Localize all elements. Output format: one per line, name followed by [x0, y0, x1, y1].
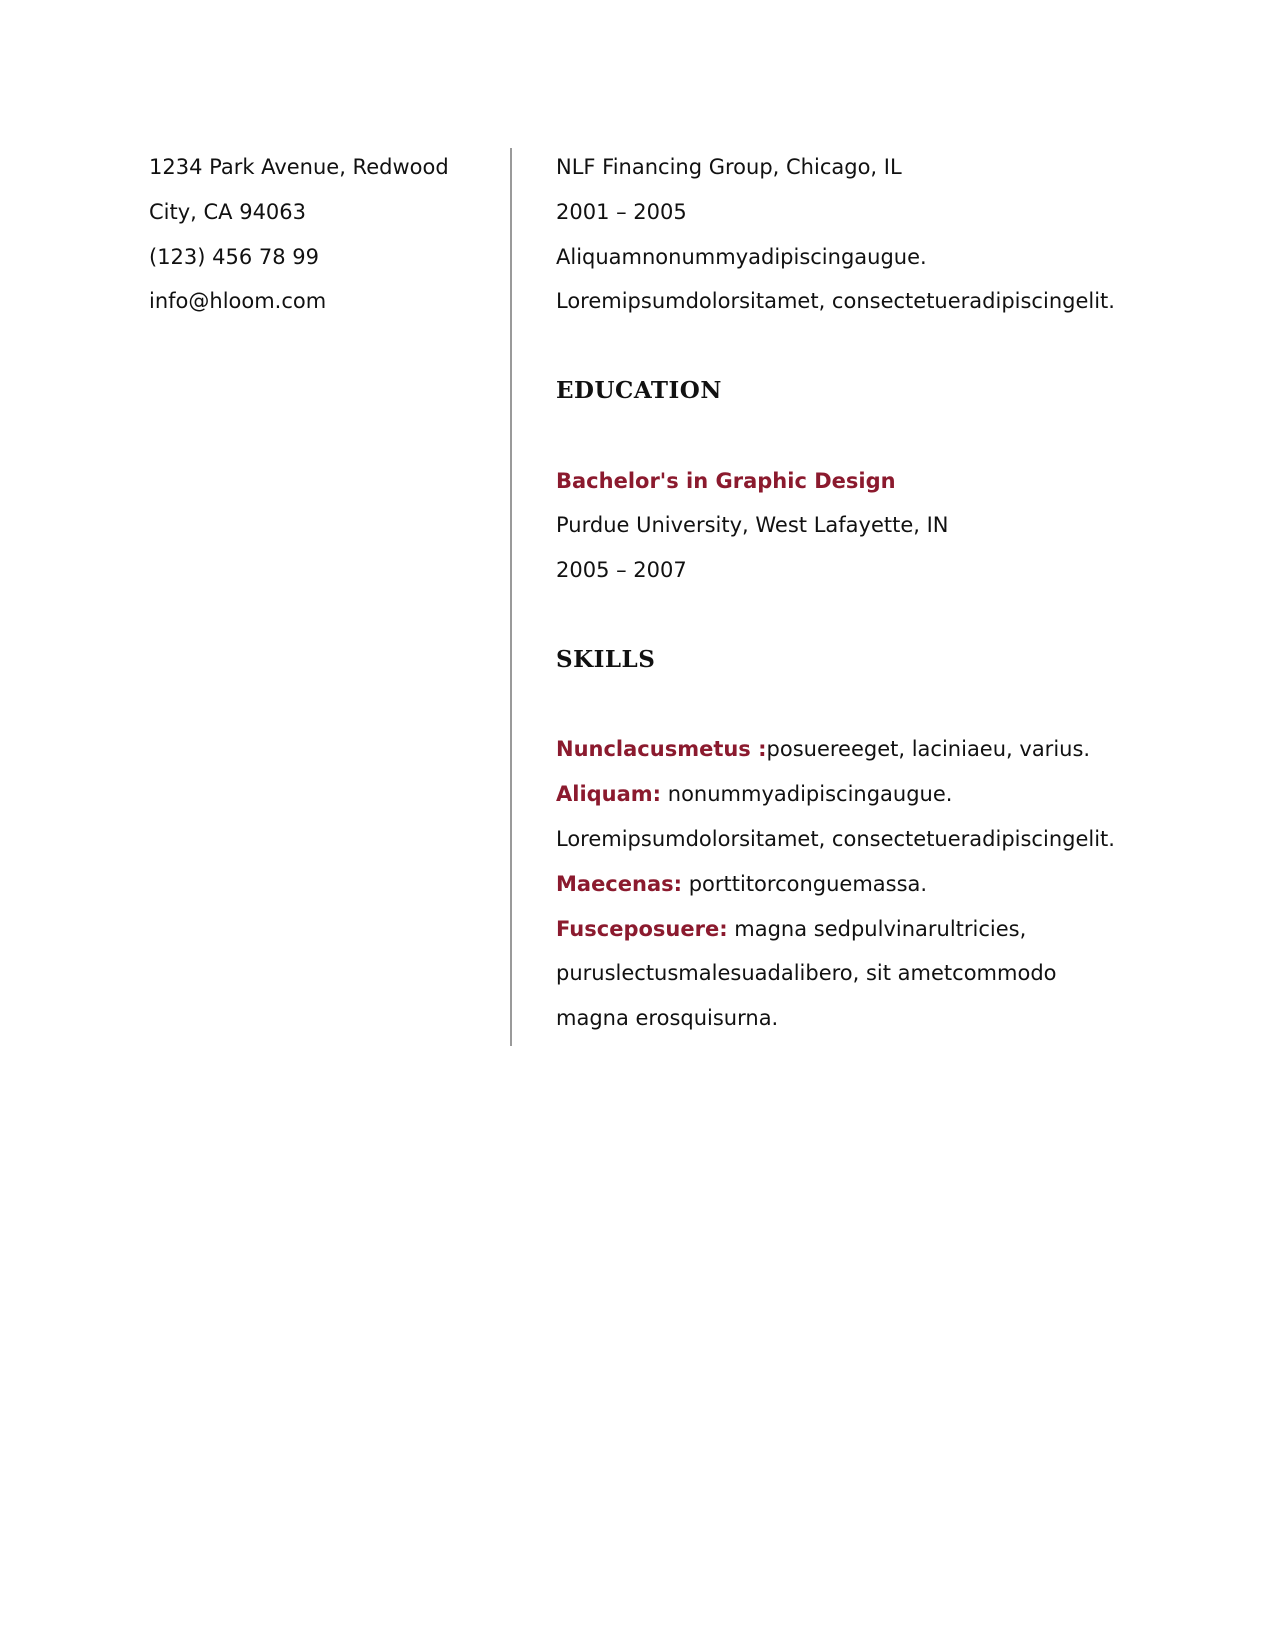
education-degree: Bachelor's in Graphic Design: [556, 468, 896, 493]
skill-label: Aliquam:: [556, 782, 662, 807]
skill-item: [556, 817, 1196, 862]
main-column: [556, 145, 1196, 1041]
skill-text: magna sedpulvinarultricies,: [727, 916, 1027, 941]
experience-company: NLF Financing Group, Chicago, IL: [556, 155, 902, 179]
skill-item: [556, 996, 1196, 1041]
skill-label: Maecenas:: [556, 871, 683, 896]
experience-section: [556, 145, 1196, 324]
experience-dates: 2001 – 2005: [556, 199, 687, 224]
skill-text: magna erosquisurna.: [556, 1006, 779, 1031]
skill-item: [556, 772, 1196, 817]
education-heading: EDUCATION: [556, 376, 722, 404]
address-line-2: City, CA 94063: [149, 199, 307, 224]
address-line-1: 1234 Park Avenue, Redwood: [149, 155, 449, 179]
skill-label: Fusceposuere:: [556, 916, 728, 941]
skill-item: [556, 907, 1196, 952]
contact-column: [149, 145, 489, 324]
skills-heading: SKILLS: [556, 645, 656, 673]
skills-section: [556, 638, 1196, 1041]
education-dates: 2005 – 2007: [556, 558, 687, 583]
skill-text: puruslectusmalesuadalibero, sit ametcommodo: [556, 961, 1057, 986]
skill-text: porttitorconguemassa.: [682, 871, 928, 896]
skill-text: posuereeget, laciniaeu, varius.: [766, 737, 1091, 762]
skill-label: Nunclacusmetus :: [556, 737, 767, 762]
skill-text: nonummyadipiscingaugue.: [661, 782, 953, 807]
skill-item: [556, 862, 1196, 907]
phone-number: (123) 456 78 99: [149, 244, 320, 269]
skill-item: [556, 727, 1196, 772]
column-divider: [510, 148, 512, 1046]
education-school: Purdue University, West Lafayette, IN: [556, 513, 949, 538]
skill-item: [556, 951, 1196, 996]
education-section: [556, 369, 1196, 593]
experience-description-2: Loremipsumdolorsitamet, consectetueradipiscingelit.: [556, 289, 1115, 314]
experience-description-1: Aliquamnonummyadipiscingaugue.: [556, 244, 927, 269]
email-address: info@hloom.com: [149, 289, 327, 314]
skill-text: Loremipsumdolorsitamet, consectetueradipiscingelit.: [556, 826, 1115, 851]
